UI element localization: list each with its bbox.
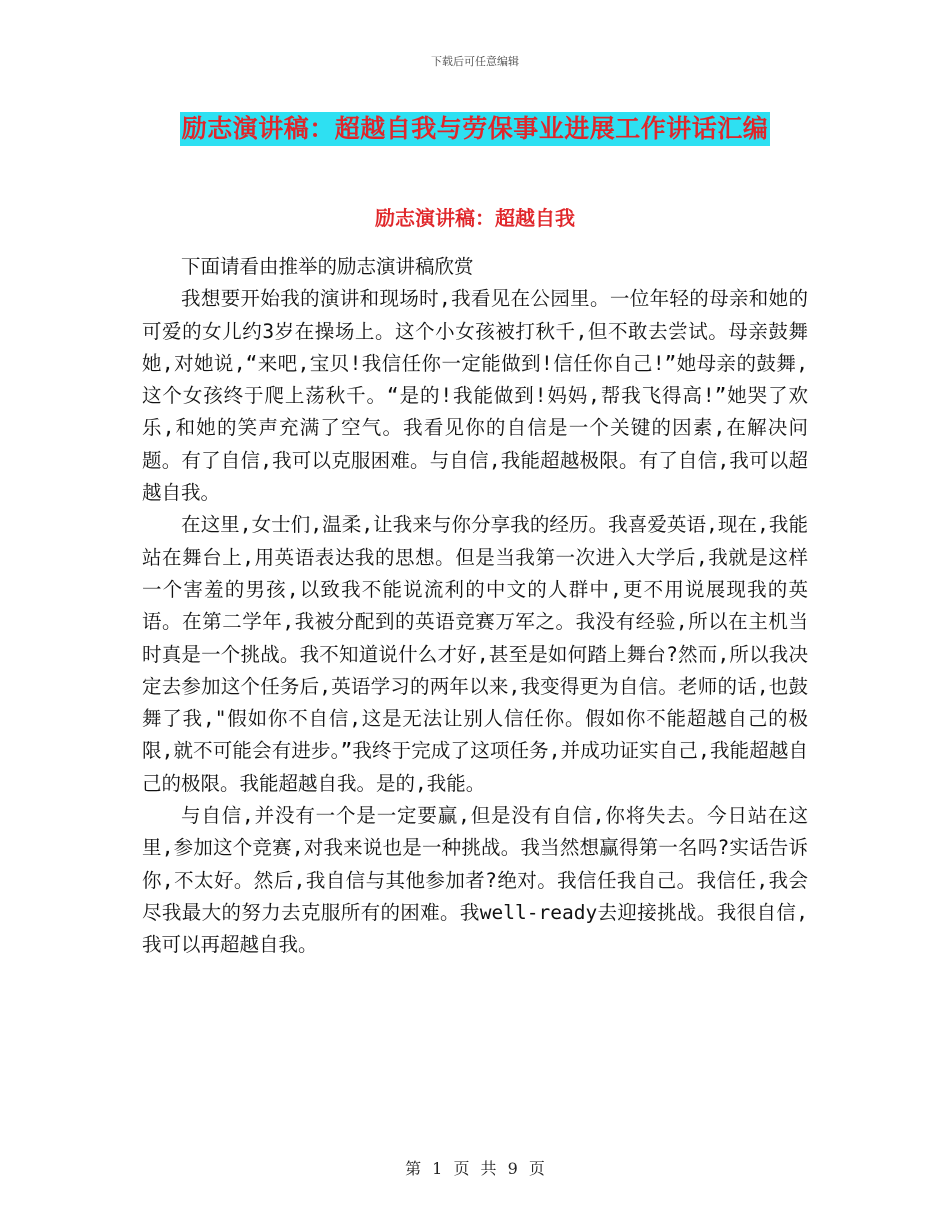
paragraph-1: 我想要开始我的演讲和现场时,我看见在公园里。一位年轻的母亲和她的可爱的女儿约3岁在操场上。这个小女孩被打秋千,但不敢去尝试。母亲鼓舞她,对她说,“来吧,宝贝!我信任你一定能做到!信任你自己!”她母亲的鼓舞,这个女孩终于爬上荡秋千。“是的!我能做到!妈妈,帮我飞得高!”她哭了欢乐,和她的笑声充满了空气。我看见你的自信是一个关键的因素,在解决问题。有了自信,我可以克服困难。与自信,我能超越极限。有了自信,我可以超越自我。 — [142, 287, 808, 505]
paragraph-intro: 下面请看由推举的励志演讲稿欣赏 — [181, 255, 474, 278]
paragraph-2: 在这里,女士们,温柔,让我来与你分享我的经历。我喜爱英语,现在,我能站在舞台上,用英语表达我的思想。但是当我第一次进入大学后,我就是这样一个害羞的男孩,以致我不能说流利的中文的人群中,更不用说展现我的英语。在第二学年,我被分配到的英语竞赛万军之。我没有经验,所以在主机当时真是一个挑战。我不知道说什么才好,甚至是如何踏上舞台?然而,所以我决定去参加这个任务后,英语学习的两年以来,我变得更为自信。老师的话,也鼓舞了我,"假如你不自信,这是无法让别人信任你。假如你不能超越自己的极限,就不可能会有进步。”我终于完成了这项任务,并成功证实自己,我能超越自己的极限。我能超越自我。是的,我能。 — [142, 513, 808, 795]
page-footer: 第 1 页 共 9 页 — [405, 1159, 545, 1178]
paragraph-3: 与自信,并没有一个是一定要赢,但是没有自信,你将失去。今日站在这里,参加这个竞赛,对我来说也是一种挑战。我当然想赢得第一名吗?实话告诉你,不太好。然后,我自信与其他参加者?绝对。我信任我自己。我信任,我会尽我最大的努力去克服所有的困难。我well-ready去迎接挑战。我很自信,我可以再超越自我。 — [142, 804, 808, 957]
main-title-wrap — [0, 112, 950, 146]
sub-title: 励志演讲稿：超越自我 — [375, 206, 575, 230]
header-note: 下载后可任意编辑 — [431, 55, 519, 68]
body-text — [142, 251, 808, 962]
main-title: 励志演讲稿：超越自我与劳保事业进展工作讲话汇编 — [180, 112, 771, 146]
